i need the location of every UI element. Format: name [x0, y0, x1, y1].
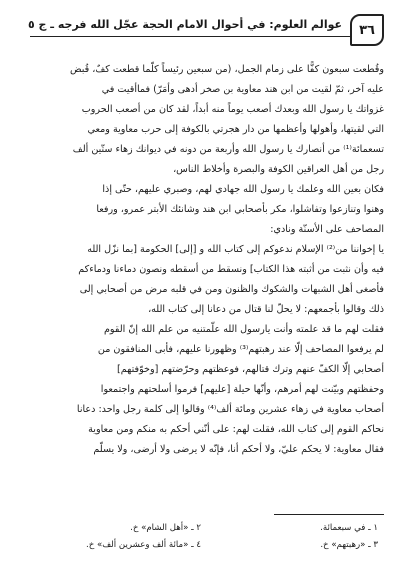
footnote: ١ ـ في سبعمائة.: [320, 523, 378, 533]
page-header: [27, 14, 384, 44]
body-text: [30, 60, 384, 460]
text-line: فقال معاوية: لا يحكم عليّ، ولا أحكم أنا، فإنّه لا يرضى ولا أرضى، ولا يسلّم: [93, 444, 384, 455]
text-line: فيه وأن نثبت من أثبته هذا الكتاب] ونسقط من أسقطه ونصون دماءنا ودماءكم: [78, 264, 384, 275]
text-line: وهنوا وتنازعوا وتفاشلوا، مكر بأصحابي ابن هند وشانئك الأبتر عمرو، ورفعا: [96, 204, 384, 215]
footnote: ٢ ـ «أهل الشام» خ.: [130, 523, 201, 533]
text-line: وحفظتهم وبيّنت لهم أمرهم، وأنّها حيلة [عليهم] فرموا أسلحتهم واجتمعوا: [100, 384, 384, 395]
footnote: ٣ ـ «رهبتهم» خ.: [320, 540, 378, 550]
text-line: ذلك وقالوا بأجمعهم: لا يحلّ لنا قتال من دعانا إلى كتاب الله،: [148, 304, 384, 315]
text-line: عليه آخر، ثمّ لقيت من ابن هند معاوية بن صخر أدهى وأمَرّ) فماأقيت في: [101, 84, 384, 95]
text-line: التي لقيتها، وأهولها وأعظمها من دار هجرتي بالكوفة إلى حرب معاوية ومعي: [87, 124, 384, 135]
page-number-badge: ٣٦: [350, 14, 384, 46]
text-line: فأصغى أهل الشبهات والشكوك والظنون ومن في قلبه مرض من أصحابي إلى: [79, 284, 384, 295]
text-line: فقلت لهم ما قد علمته وأنت يارسول الله علّمتنيه من علم الله إنّ القوم: [103, 324, 384, 335]
text-line: رجل من أهل العراقين الكوفة والبصرة وأخلاط الناس،: [173, 164, 384, 175]
text-line: تسعمائة⁽¹⁾ من أنصارك يا رسول الله وأربعة من دونه في ديوانك زهاء ستّين ألف: [72, 144, 384, 155]
header-divider: [30, 36, 352, 37]
text-line: نحاكم القوم إلى كتاب الله، فقلت لهم: على أنّني أحكم به منكم ومن معاوية: [88, 424, 384, 435]
text-line: غزواتك يا رسول الله وبعدك أصعب يوماً منه أبداً، لقد كان من أصعب الحروب: [81, 104, 384, 115]
text-line: أصحابي إلّا الكفّ عنهم وترك قتالهم، فوعظتهم وحرّضتهم [وخوّفتهم]: [117, 364, 384, 375]
footnote: ٤ ـ «مائة ألف وعشرين ألف» خ.: [86, 540, 201, 550]
text-line: وقُطعت سبعون كفًّا على زمام الجمل، (من سبعين رئيساً كلّما قطعت كفٌ، قُبض: [69, 64, 384, 75]
text-line: أصحاب معاوية في زهاء عشرين ومائة ألف⁽⁴⁾ وقالوا إلى كلمة رجل واحد: دعانا: [76, 404, 384, 415]
text-line: يا إخواننا من⁽²⁾ الإسلام ندعوكم إلى كتاب الله و [إلى] الحكومة [بما نزّل الله: [87, 244, 384, 255]
text-line: فكان بعين الله وعلمك يا رسول الله جهادي لهم، وصبري عليهم، حتّى إذا: [102, 184, 384, 195]
footnote-row: [30, 520, 384, 537]
text-line: لم يرفعوا المصاحف إلّا عند رهبتهم⁽³⁾ وظهورنا عليهم، فأبى المنافقون من: [97, 344, 384, 355]
footnote-row: [30, 537, 384, 554]
text-line: المصاحف على الأسنّة ونادي:: [270, 224, 384, 235]
footnote-divider: [274, 514, 384, 515]
footnotes: [30, 520, 384, 554]
running-title: عوالم العلوم: في أحوال الامام الحجة عجّل الله فرجه ـ ج ٥: [27, 18, 342, 31]
